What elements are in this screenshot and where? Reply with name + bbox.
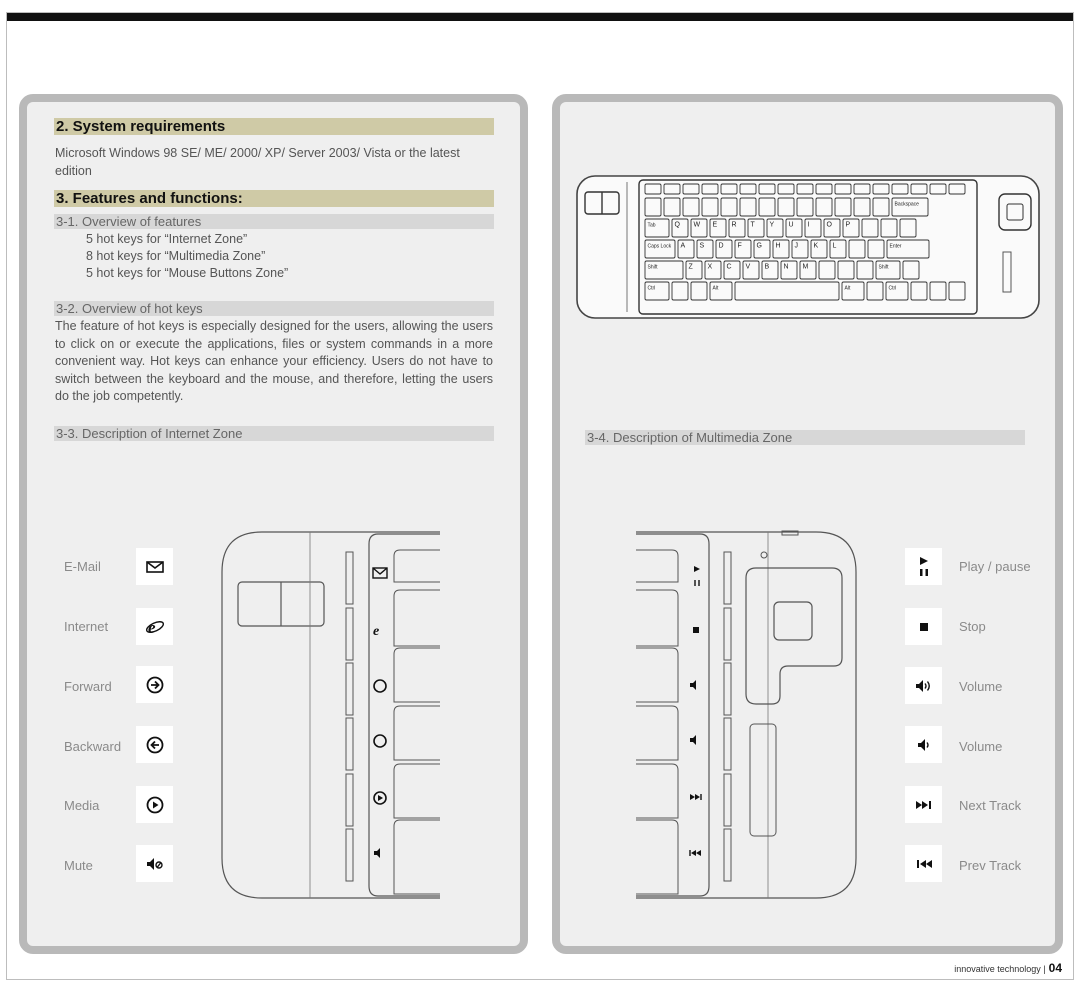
letter-key-label: Z	[688, 263, 693, 271]
hotkeys-description: The feature of hot keys is especially designed for the users, allowing the users to click on or execute the applications, files or system commands in a more convenient way. Hot keys can enhance your efficiency. Users do not have to switch between the keyboard and the mouse, and therefore, letting the users do the job competently.	[55, 319, 493, 403]
letter-key-label: E	[712, 221, 718, 229]
backward-arrow-icon	[136, 726, 173, 763]
letter-key-label: N	[783, 263, 789, 271]
key-label-backward: Backward	[64, 739, 122, 754]
right-ctrl-key-label: Ctrl	[888, 285, 897, 292]
key-label-play-pause: Play / pause	[959, 559, 1031, 574]
letter-key-label: M	[802, 263, 809, 271]
key-label-email: E-Mail	[64, 559, 101, 574]
letter-key-label: H	[775, 242, 781, 250]
key-label-prev-track: Prev Track	[959, 858, 1022, 873]
letter-key-label: W	[693, 221, 701, 229]
volume-down-icon	[905, 726, 942, 763]
letter-key-label: R	[731, 221, 737, 229]
key-label-volume-up: Volume	[959, 679, 1003, 694]
letter-key-label: O	[826, 221, 832, 229]
letter-key-label: F	[737, 242, 742, 250]
letter-key-label: P	[845, 221, 851, 229]
feature-item: 5 hot keys for “Mouse Buttons Zone”	[86, 266, 289, 280]
key-label-forward: Forward	[64, 679, 112, 694]
internet-zone-heading: 3-3. Description of Internet Zone	[54, 426, 494, 441]
multimedia-zone-heading: 3-4. Description of Multimedia Zone	[585, 430, 1025, 445]
left-ctrl-key-label: Ctrl	[647, 285, 656, 292]
letter-key-label: U	[788, 221, 794, 229]
letter-key-label: I	[807, 221, 810, 229]
key-label-stop: Stop	[959, 619, 986, 634]
letter-key-label: Q	[674, 221, 680, 229]
key-label-media: Media	[64, 798, 100, 813]
overview-hotkeys-heading: 3-2. Overview of hot keys	[54, 301, 494, 316]
system-requirements-heading: 2. System requirements	[54, 118, 494, 135]
keyboard-illustration	[575, 174, 1041, 320]
letter-key-label: Y	[769, 221, 775, 229]
letter-key-label: X	[707, 263, 713, 271]
tab-key-label: Tab	[647, 222, 656, 229]
internet-explorer-icon	[136, 608, 173, 645]
volume-up-icon	[905, 667, 942, 704]
letter-key-label: D	[718, 242, 724, 250]
svg-text:e: e	[147, 617, 156, 637]
backspace-key-label: Backspace	[894, 201, 919, 208]
letter-key-label: A	[680, 242, 686, 250]
letter-key-label: V	[745, 263, 751, 271]
left-alt-key-label: Alt	[712, 285, 719, 292]
letter-key-label: S	[699, 242, 705, 250]
feature-item: 5 hot keys for “Internet Zone”	[86, 232, 248, 246]
stop-icon	[905, 608, 942, 645]
internet-zone-illustration	[218, 528, 446, 902]
right-shift-key-label: Shift	[878, 264, 889, 271]
letter-key-label: G	[756, 242, 762, 250]
left-shift-key-label: Shift	[647, 264, 658, 271]
letter-key-label: K	[813, 242, 819, 250]
key-label-volume-down: Volume	[959, 739, 1003, 754]
prev-track-icon	[905, 845, 942, 882]
key-label-internet: Internet	[64, 619, 109, 634]
multimedia-zone-illustration	[632, 528, 860, 902]
footer-brand: innovative technology |	[954, 964, 1046, 974]
play-pause-icon	[905, 548, 942, 585]
feature-item: 8 hot keys for “Multimedia Zone”	[86, 249, 266, 263]
letter-key-label: B	[764, 263, 770, 271]
enter-key-label: Enter	[889, 243, 902, 250]
svg-text:e: e	[373, 624, 380, 639]
letter-key-label: L	[832, 242, 837, 250]
caps-lock-key-label: Caps Lock	[647, 243, 672, 250]
forward-arrow-icon	[136, 666, 173, 703]
page-footer	[954, 961, 1062, 975]
media-play-icon	[136, 786, 173, 823]
key-label-mute: Mute	[64, 858, 93, 873]
next-track-icon	[905, 786, 942, 823]
letter-key-label: T	[750, 221, 755, 229]
overview-features-heading: 3-1. Overview of features	[54, 214, 494, 229]
right-alt-key-label: Alt	[844, 285, 851, 292]
letter-key-label: C	[726, 263, 732, 271]
system-requirements-text: Microsoft Windows 98 SE/ ME/ 2000/ XP/ Server 2003/ Vista or the latest edition	[55, 146, 460, 178]
letter-key-label: J	[794, 242, 798, 250]
page-number: 04	[1048, 961, 1062, 975]
features-heading: 3. Features and functions:	[54, 190, 494, 207]
key-label-next-track: Next Track	[959, 798, 1022, 813]
mute-icon	[136, 845, 173, 882]
mail-icon	[136, 548, 173, 585]
